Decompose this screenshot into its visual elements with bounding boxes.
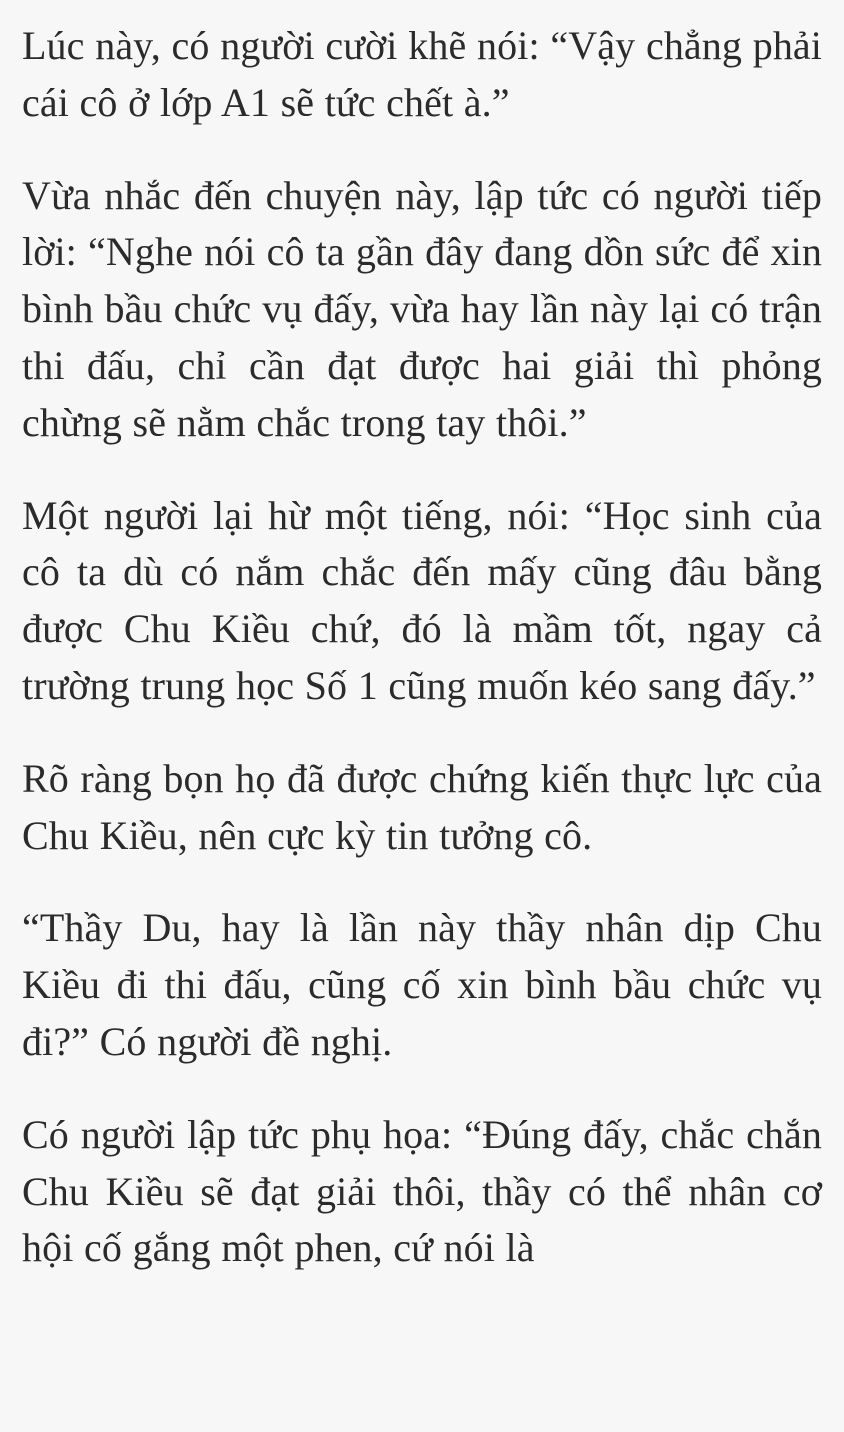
paragraph: Một người lại hừ một tiếng, nói: “Học sinh của cô ta dù có nắm chắc đến mấy cũng đâu bằng được Chu Kiều chứ, đó là mầm tốt, ngay cả trường trung học Số 1 cũng muốn kéo sang đấy.” [22, 492, 822, 708]
paragraph: Có người lập tức phụ họa: “Đúng đấy, chắc chắn Chu Kiều sẽ đạt giải thôi, thầy có thể nhân cơ hội cố gắng một phen, cứ nói là [22, 1111, 822, 1271]
paragraph: “Thầy Du, hay là lần này thầy nhân dịp Chu Kiều đi thi đấu, cũng cố xin bình bầu chức vụ đi?” Có người đề nghị. [22, 905, 822, 1064]
paragraph: Vừa nhắc đến chuyện này, lập tức có người tiếp lời: “Nghe nói cô ta gần đây đang dồn sức để xin bình bầu chức vụ đấy, vừa hay lần này lại có trận thi đấu, chỉ cần đạt được hai giải thì phỏng chừng sẽ nằm chắc trong tay thôi.” [22, 172, 822, 445]
paragraph: Lúc này, có người cười khẽ nói: “Vậy chẳng phải cái cô ở lớp A1 sẽ tức chết à.” [22, 23, 822, 125]
paragraph: Rõ ràng bọn họ đã được chứng kiến thực lực của Chu Kiều, nên cực kỳ tin tưởng cô. [22, 755, 822, 858]
